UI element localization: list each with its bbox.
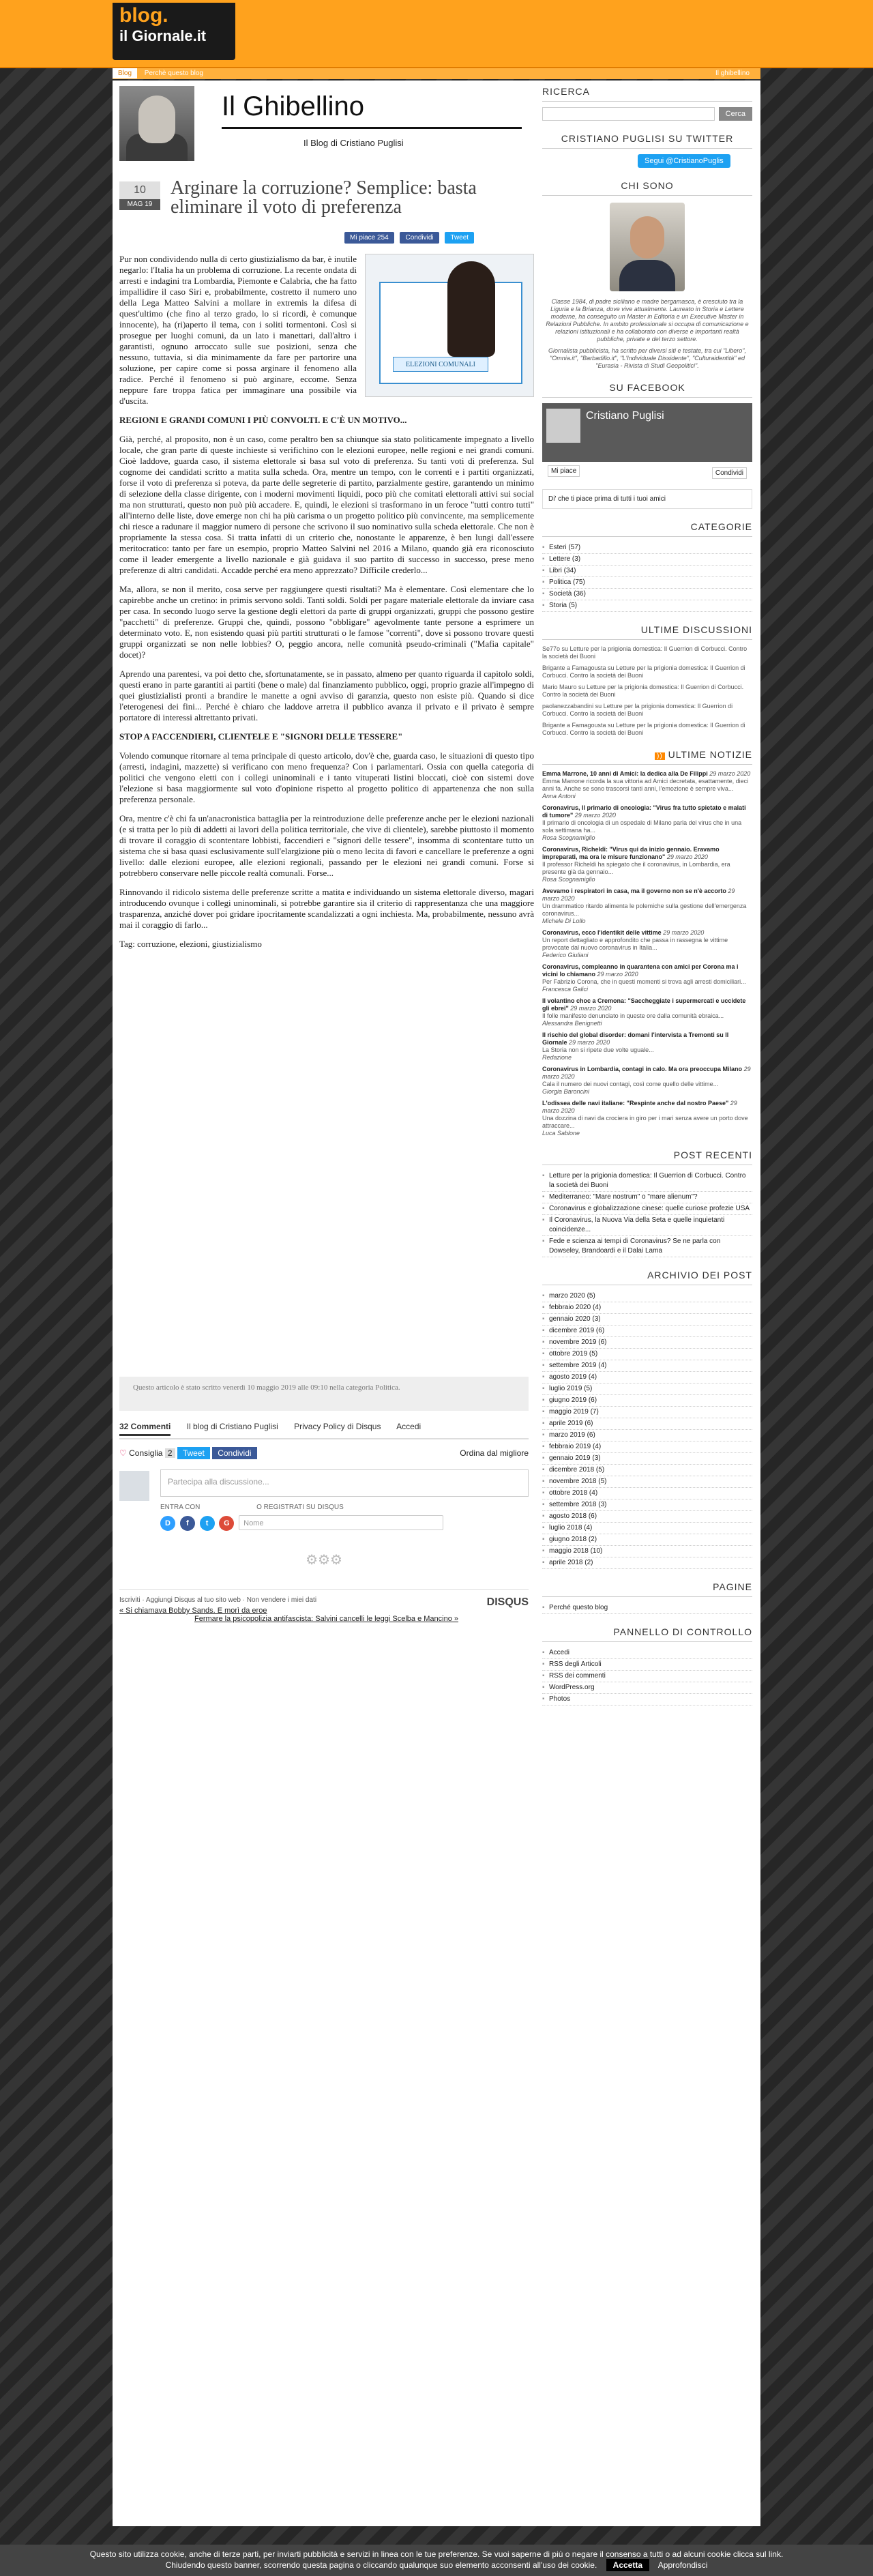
discussion-item[interactable]: Brigante a Famagousta su Letture per la prigionia domestica: Il Guerrion di Corbucci. Contro la società dei Buoni <box>542 722 745 736</box>
discussions-widget <box>542 624 752 737</box>
facebook-title: SU FACEBOOK <box>542 382 752 398</box>
subscribe-link[interactable]: Iscriviti <box>119 1596 140 1604</box>
archive-item[interactable]: ▪ luglio 2018 (4) <box>542 1523 752 1534</box>
category-item[interactable]: ▪ Storia (5) <box>542 600 752 612</box>
cookie-more-link[interactable]: Approfondisci <box>657 2560 708 2570</box>
sidebar <box>542 86 752 1718</box>
nav-right[interactable]: Il ghibellino <box>715 70 750 77</box>
archive-item[interactable]: ▪ ottobre 2019 (5) <box>542 1349 752 1360</box>
news-item[interactable]: Coronavirus, Richeldi: "Virus qui da inizio gennaio. Eravamo impreparati, ma ora le misure funzionano" 29 marzo 2020 Il professor Richeldi ha spiegato che il coronavirus, in Lombardia, era presente già da gennaio... Rosa Scognamiglio <box>542 846 730 883</box>
nav-why[interactable]: Perchè questo blog <box>144 70 203 77</box>
sort-dropdown[interactable]: Ordina dal migliore <box>460 1448 529 1458</box>
login-providers <box>160 1515 529 1531</box>
recent-title: POST RECENTI <box>542 1150 752 1165</box>
heart-icon[interactable]: ♡ <box>119 1448 127 1458</box>
discussion-item[interactable]: Mario Mauro su Letture per la prigionia domestica: Il Guerrion di Corbucci. Contro la società dei Buoni <box>542 684 744 698</box>
post-title[interactable]: Arginare la corruzione? Semplice: basta eliminare il voto di preferenza <box>171 177 477 218</box>
news-list <box>542 770 752 1137</box>
archive-item[interactable]: ▪ ottobre 2018 (4) <box>542 1488 752 1499</box>
control-item[interactable]: ▪ RSS dei commenti <box>542 1671 752 1682</box>
cookie-banner <box>0 2545 873 2576</box>
category-item[interactable]: ▪ Esteri (57) <box>542 542 752 554</box>
paragraph: Rinnovando il ridicolo sistema delle preferenze scritte a matita e individuando un sistema elettorale diverso, magari introducendo ovunque i collegi uninominali, si potrebbe garantire sia il criterio di rappresentanza che una maggiore trasparenza, anziché dover poi gridare ipocritamente scandalizzati a ogni inchiesta. Ma, probabilmente, nessuno avrà mai il coraggio di farlo... <box>119 887 534 930</box>
paragraph: Aprendo una parentesi, va poi detto che, sfortunatamente, se in passato, almeno per quanto riguarda il capitolo soldi, questi erano in parte garantiti ai partiti (bene o male) dal finanziamento pubblico, oggi, proprio grazie all'impegno di quei giustizialisti pronti a brandire le manette a ogni avviso di garanzia, questo non esiste più. Quando si dice l'eterogenesi dei fini... Perché è chiaro che laddove arretra il pubblico avanza il privato e il privato è sempre portatore di interessi altrettanto privati. <box>119 669 534 722</box>
logo-line1: blog. <box>119 4 168 27</box>
disqus-share[interactable]: Condividi <box>212 1447 256 1459</box>
archive-item[interactable]: ▪ settembre 2019 (4) <box>542 1360 752 1372</box>
tab-blog[interactable]: Il blog di Cristiano Puglisi <box>186 1422 278 1431</box>
news-item[interactable]: Emma Marrone, 10 anni di Amici: la dedica alla De Filippi 29 marzo 2020 Emma Marrone ricorda la sua vittoria ad Amici decretata, esattamente, dieci anni fa. Anche se sono trascorsi tanti anni, l'emozione è sempre viva... Anna Antoni <box>542 770 751 800</box>
next-post-link[interactable]: Fermare la psicopolizia antifascista: Salvini cancelli le leggi Scelba e Mancino » <box>194 1615 459 1623</box>
comment-input[interactable]: Partecipa alla discussione... <box>160 1469 529 1497</box>
cookie-text-2: Chiudendo questo banner, scorrendo questa pagina o cliccando qualunque suo elemento acconsenti all'uso dei cookie. <box>165 2560 597 2570</box>
archive-item[interactable]: ▪ giugno 2018 (2) <box>542 1534 752 1546</box>
fb-note: Di' che ti piace prima di tutti i tuoi amici <box>542 489 752 509</box>
cookie-accept-button[interactable]: Accetta <box>606 2559 649 2571</box>
post-image <box>365 254 534 397</box>
archive-item[interactable]: ▪ maggio 2019 (7) <box>542 1407 752 1418</box>
facebook-widget <box>542 382 752 509</box>
fb-like-button[interactable]: Mi piace 254 <box>344 232 394 244</box>
author-bio-2: Giornalista pubblicista, ha scritto per diversi siti e testate, tra cui "Libero", "Omnia.it", "Barbadillo.it", "L'Individuale Dissidente", "Culturaidentità" ed "Eurasia - Rivista di Studi Geopolitici". <box>548 347 747 369</box>
author-photo <box>610 203 685 291</box>
category-item[interactable]: ▪ Libri (34) <box>542 566 752 577</box>
page-container <box>113 80 760 2526</box>
facebook-page-box[interactable] <box>542 403 752 485</box>
blog-subtitle: Il Blog di Cristiano Puglisi <box>304 138 404 148</box>
category-item[interactable]: ▪ Lettere (3) <box>542 554 752 566</box>
news-widget <box>542 749 752 1137</box>
control-item[interactable]: ▪ Accedi <box>542 1648 752 1659</box>
recent-post-item[interactable]: ▪ Mediterraneo: "Mare nostrum" o "mare alienum"? <box>542 1192 752 1203</box>
archive-item[interactable]: ▪ marzo 2020 (5) <box>542 1291 752 1302</box>
archive-item[interactable]: ▪ novembre 2019 (6) <box>542 1337 752 1349</box>
paragraph: Volendo comunque ritornare al tema principale di questo articolo, dov'è che, guarda caso, le situazioni di questo tipo (arresti, indagini, mazzette) si verificano con meno frequenza? Con i parlamentari. Ossia con quella categoria di politici che vengono eletti con i collegi uninominali e i tanto vituperati listini bloccati, cioè con sistemi dove l'elezione si basa maggiormente sul voto d'opinione rispetto al progetto politico di appartenenza che non sulla preferenza personale. <box>119 750 534 804</box>
recommend-count: 2 <box>165 1448 175 1458</box>
news-item[interactable]: Avevamo i respiratori in casa, ma il governo non se n'è accorto 29 marzo 2020 Un drammatico ritardo alimenta le polemiche sulla gestione dell'emergenza coronavirus... Michele Di Lollo <box>542 888 747 924</box>
search-widget <box>542 86 752 121</box>
rss-icon[interactable]: )) <box>655 752 665 760</box>
search-title: RICERCA <box>542 86 752 102</box>
discussion-item[interactable]: Se77o su Letture per la prigionia domestica: Il Guerrion di Corbucci. Contro la società dei Buoni <box>542 645 748 660</box>
do-not-sell-link[interactable]: Non vendere i miei dati <box>246 1596 317 1604</box>
post-month: MAG 19 <box>119 199 160 210</box>
paragraph: Ora, mentre c'è chi fa un'anacronistica battaglia per la reintroduzione delle preferenze anche per le elezioni nazionali (e si tratta per lo più di addetti ai lavori della politica territoriale, che vive di clientele), sarebbe piuttosto il momento di trovare il coraggio di scontentare lobbisti, faccendieri e "signori delle tessere", insomma di scontentare tutto un sistema che si basa quasi esclusivamente sull'elargizione più o meno lecita di favori e cancellare le preferenze a ogni livello: dalle elezioni europee, alle elezioni regionali, passando per le elezioni nei grandi comuni. Forse si potrebbero conservare nelle piccole realtà comunali. Forse... <box>119 813 534 878</box>
pages-title: PAGINE <box>542 1581 752 1597</box>
post-tags[interactable]: Tag: corruzione, elezioni, giustizialismo <box>119 939 262 949</box>
disqus-tweet[interactable]: Tweet <box>177 1447 210 1459</box>
post-date <box>119 181 160 216</box>
archive-item[interactable]: ▪ dicembre 2019 (6) <box>542 1326 752 1337</box>
discussion-item[interactable]: Brigante a Famagousta su Letture per la prigionia domestica: Il Guerrion di Corbucci. Contro la società dei Buoni <box>542 664 745 679</box>
page-item[interactable]: ▪ Perché questo blog <box>542 1602 752 1614</box>
news-item[interactable]: Coronavirus, Il primario di oncologia: "Virus fra tutto spietato e malati di tumore" 29 marzo 2020 Il primario di oncologia di un ospedale di Milano parla del virus che in una sola settimana ha... Rosa Scognamiglio <box>542 804 746 841</box>
news-item[interactable]: Coronavirus, compleanno in quarantena con amici per Corona ma i vicini lo chiamano 29 marzo 2020 Per Fabrizio Corona, che in questi momenti si trova agli arresti domiciliari... Francesca Galici <box>542 963 746 993</box>
paragraph: Ma, allora, se non il merito, cosa serve per raggiungere questi risultati? Ma è elementare. Così elementare che lo capirebbe anche un cretino: in primis servono soldi. Tanti soldi. Soldi per pagare materiale elettorale da inviare casa per casa. In secondo luogo serve la gestione degli elettori da parte di gruppi organizzati, gruppi che possono gestire "pacchetti" di preferenze. Gruppi che, quindi, possono "obbligare" agevolmente tante persone a esprimere un determinato voto. E, non esistendo quasi più partiti strutturati o le famose "correnti", dove si possono trovare questi gruppi organizzati se non nelle lobbies? O, peggio ancora, nelle comunità pseudo-criminali ("Mafia capitale" docet)? <box>119 584 534 660</box>
search-button[interactable]: Cerca <box>719 107 752 121</box>
add-disqus-link[interactable]: Aggiungi Disqus al tuo sito web <box>145 1596 241 1604</box>
main-column <box>119 86 534 949</box>
category-item[interactable]: ▪ Società (36) <box>542 589 752 600</box>
disqus-logo[interactable]: DISQUS <box>486 1596 529 1608</box>
recent-list <box>542 1171 752 1257</box>
disqus-section <box>119 1422 529 1609</box>
recent-post-item[interactable]: ▪ Coronavirus e globalizzazione cinese: quelle curiose profezie USA <box>542 1203 752 1215</box>
name-field[interactable]: Nome <box>239 1515 443 1530</box>
login-row <box>160 1504 529 1531</box>
archive-item[interactable]: ▪ febbraio 2020 (4) <box>542 1302 752 1314</box>
discussion-item[interactable]: paolanezzabandini su Letture per la prigionia domestica: Il Guerrion di Corbucci. Contro la società dei Buoni <box>542 703 733 717</box>
archive-item[interactable]: ▪ febbraio 2019 (4) <box>542 1441 752 1453</box>
twitter-title: CRISTIANO PUGLISI SU TWITTER <box>542 133 752 149</box>
blog-avatar <box>119 86 194 161</box>
disqus-actions <box>119 1444 529 1463</box>
control-item[interactable]: ▪ Photos <box>542 1694 752 1706</box>
post-navigation <box>119 1607 458 1623</box>
news-item[interactable]: Coronavirus in Lombardia, contagi in calo. Ma ora preoccupa Milano 29 marzo 2020 Cala il numero dei nuovi contagi, così come quello delle vittime... Giorgia Baroncini <box>542 1066 751 1095</box>
title-divider <box>222 127 522 129</box>
photo-sign: ELEZIONI COMUNALI <box>393 357 488 372</box>
archive-item[interactable]: ▪ aprile 2019 (6) <box>542 1418 752 1430</box>
disqus-footer: Iscriviti · Aggiungi Disqus al tuo sito web · Non vendere i miei dati DISQUS <box>119 1589 529 1604</box>
recent-post-item[interactable]: ▪ Letture per la prigionia domestica: Il Guerrion di Corbucci. Contro la società dei Buoni <box>542 1171 752 1192</box>
discussions-title: ULTIME DISCUSSIONI <box>542 624 752 640</box>
pages-widget <box>542 1581 752 1614</box>
archive-item[interactable]: ▪ gennaio 2020 (3) <box>542 1314 752 1326</box>
news-item[interactable]: Il volantino choc a Cremona: "Saccheggiate i supermercati e uccidete gli ebrei" 29 marzo 2020 Il folle manifesto denunciato in queste ore dalla comunità ebraica... Alessandra Benignetti <box>542 997 746 1027</box>
about-title: CHI SONO <box>542 180 752 196</box>
user-avatar <box>119 1471 149 1501</box>
top-bar <box>0 0 873 68</box>
archive-item[interactable]: ▪ settembre 2018 (3) <box>542 1499 752 1511</box>
archive-item[interactable]: ▪ luglio 2019 (5) <box>542 1384 752 1395</box>
twitter-follow-button[interactable]: Segui @CristianoPuglis <box>638 154 730 168</box>
section-heading: STOP A FACCENDIERI, CLIENTELE E "SIGNORI DELLE TESSERE" <box>119 731 403 742</box>
twitter-login-icon[interactable]: t <box>200 1516 215 1531</box>
fb-share-button[interactable]: Condividi <box>400 232 439 244</box>
twitter-widget <box>542 133 752 168</box>
categories-list <box>542 542 752 612</box>
control-title: PANNELLO DI CONTROLLO <box>542 1626 752 1642</box>
recommend-button[interactable]: Consiglia <box>129 1448 163 1458</box>
site-logo[interactable] <box>113 3 235 60</box>
fb-page-name: Cristiano Puglisi <box>586 410 664 422</box>
archive-item[interactable]: ▪ aprile 2018 (2) <box>542 1557 752 1569</box>
paragraph: Pur non condividendo nulla di certo giustizialismo da bar, è inutile negarlo: l'Italia ha un problema di corruzione. La recente ondata di arresti e indagini tra Lombardia, Piemonte e Calabria, che ha fatto impallidire il caso Siri e, probabilmente, costretto il numero uno della Lega Matteo Salvini a mollare in extremis la difesa di quest'ultimo (che fino al terzo grado, lo si ricordi, è comunque innocente), ha (ri)aperto il tema, con i soliti tormentoni. Così si prosegue per luoghi comuni, da un lato i manettari, dall'altro i garantisti, ognuno arroccato sulle sue posizioni, senza che nessuno, tuttavia, si dia minimamente da fare per partorire una soluzione, per capire come si possa arginare il fenomeno alla radice. Perché il fenomeno si può arginare, eccome. Senza neppure fare troppa fatica per immaginare una possibile via d'uscita. <box>119 254 357 406</box>
loading-gears-icon: ⚙⚙⚙ <box>306 1553 342 1568</box>
google-login-icon[interactable]: G <box>219 1516 234 1531</box>
facebook-login-icon[interactable]: f <box>180 1516 195 1531</box>
archive-item[interactable]: ▪ novembre 2018 (5) <box>542 1476 752 1488</box>
about-widget <box>542 180 752 370</box>
nav-blog[interactable]: Blog <box>113 68 137 78</box>
archive-list <box>542 1291 752 1569</box>
archive-item[interactable]: ▪ giugno 2019 (6) <box>542 1395 752 1407</box>
news-title: )) ULTIME NOTIZIE <box>542 749 752 765</box>
tab-comments[interactable]: 32 Commenti <box>119 1422 171 1436</box>
register-label: O REGISTRATI SU DISQUS <box>256 1504 344 1511</box>
categories-title: CATEGORIE <box>542 521 752 537</box>
recent-post-item[interactable]: ▪ Il Coronavirus, la Nuova Via della Seta e quelle inquietanti coincidenze... <box>542 1215 752 1236</box>
paragraph: Già, perché, al proposito, non è un caso, come peraltro ben sa chiunque sia stato politicamente impegnato a livello locale, che gran parte di queste inchieste si verifichino con le elezioni europee, nelle regioni e nei grandi comuni. Cioè laddove, guarda caso, il sistema elettorale si basa sul voto di preferenza. Su tanti voti di preferenza. Sul cognome dei candidati scritto a matita sulla scheda. Ora, mentre un tempo, con le correnti e i partiti organizzati, forse il voto di preferenza si poteva, da parte delle segreterie di partito, parzialmente gestire, garantendo un minimo di selezione della classe dirigente, con i moderni movimenti liquidi, poco più che comitati elettorali attivi sui social ma non strutturati, questo non può più accadere. E, quindi, le elezioni si trasformano in un feroce "tutti contro tutti" all'interno delle liste, dove emerge non chi ha più carisma o un progetto politico più convincente, ma semplicemente chi riesce a radunare il maggior numero di persone che scrivono il suo nominativo sulla scheda elettorale. Che non è propriamente la stessa cosa. Si tratta infatti di un criterio che, nonostante le apparenze, è ben lungi dall'essere meritocratico: tanto per fare un esempio, proprio Matteo Salvini nel 2016 a Milano, quando già era riconosciuto come il leader emergente a livello nazionale e già guidava il suo partito di successo in successo, prese meno preferenze di altri candidati. Accadde perché era meno apprezzato? Difficile crederlo... <box>119 434 534 575</box>
login-with-label: ENTRA CON <box>160 1504 201 1511</box>
archive-item[interactable]: ▪ gennaio 2019 (3) <box>542 1453 752 1465</box>
category-item[interactable]: ▪ Politica (75) <box>542 577 752 589</box>
post-info-box: Questo articolo è stato scritto venerdì 10 maggio 2019 alle 09:10 nella categoria Politica. <box>119 1377 529 1411</box>
author-bio: Classe 1984, di padre siciliano e madre bergamasca, è cresciuto tra la Liguria e la Brianza, dove vive attualmente. Laureato in Storia e Lettere moderne, ha conseguito un Master in Editoria e un Executive Master in Relazioni Pubbliche. In ambito professionale si occupa di comunicazione e relazioni istituzionali e ha collaborato con diverse e importanti realtà pubbliche, private e del terzo settore. <box>546 298 749 342</box>
archive-item[interactable]: ▪ agosto 2018 (6) <box>542 1511 752 1523</box>
control-item[interactable]: ▪ WordPress.org <box>542 1682 752 1694</box>
fb-page-share[interactable]: Condividi <box>712 467 747 479</box>
tab-privacy[interactable]: Privacy Policy di Disqus <box>294 1422 381 1431</box>
recent-post-item[interactable]: ▪ Fede e scienza ai tempi di Coronavirus? Se ne parla con Dowseley, Brandoardi e il Dalai Lama <box>542 1236 752 1257</box>
disqus-login-icon[interactable]: D <box>160 1516 175 1531</box>
archive-item[interactable]: ▪ marzo 2019 (6) <box>542 1430 752 1441</box>
categories-widget <box>542 521 752 612</box>
social-buttons <box>344 232 478 244</box>
news-item[interactable]: Coronavirus, ecco l'identikit delle vittime 29 marzo 2020 Un report dettagliato e approfondito che passa in rassegna le vittime provocate dal nuovo coronavirus in Italia... Federico Giuliani <box>542 929 728 958</box>
search-input[interactable] <box>542 107 715 121</box>
control-item[interactable]: ▪ RSS degli Articoli <box>542 1659 752 1671</box>
archive-item[interactable]: ▪ maggio 2018 (10) <box>542 1546 752 1557</box>
tab-login[interactable]: Accedi <box>396 1422 421 1431</box>
blog-header <box>119 86 534 175</box>
news-item[interactable]: L'odissea delle navi italiane: "Respinte anche dal nostro Paese" 29 marzo 2020 Una dozzina di navi da crociera in giro per i mari senza avere un porto dove attraccare... Luca Sablone <box>542 1100 748 1137</box>
prev-post-link[interactable]: « Si chiamava Bobby Sands. E morì da eroe <box>119 1607 267 1615</box>
sub-navigation <box>113 68 760 79</box>
logo-line2: il Giornale.it <box>119 27 207 44</box>
post-content <box>119 254 534 950</box>
fb-page-like[interactable]: Mi piace <box>548 465 580 477</box>
fb-page-avatar <box>546 409 580 443</box>
section-heading: REGIONI E GRANDI COMUNI I PIÙ CONVOLTI. E C'È UN MOTIVO... <box>119 415 407 425</box>
archive-item[interactable]: ▪ agosto 2019 (4) <box>542 1372 752 1384</box>
recent-posts-widget <box>542 1150 752 1257</box>
blog-title[interactable]: Il Ghibellino <box>222 91 365 121</box>
post-day: 10 <box>119 181 160 199</box>
archive-item[interactable]: ▪ dicembre 2018 (5) <box>542 1465 752 1476</box>
tweet-button[interactable]: Tweet <box>445 232 474 244</box>
cookie-text: Questo sito utilizza cookie, anche di terze parti, per inviarti pubblicità e servizi in linea con le tue preferenze. Se vuoi saperne di più o negare il consenso a tutti o ad alcuni cookie clicca sul link. <box>89 2549 784 2559</box>
news-item[interactable]: Il rischio del global disorder: domani l'intervista a Tremonti su Il Giornale 29 marzo 2020 La Storia non si ripete due volte uguale... Redazione <box>542 1031 729 1061</box>
archive-widget <box>542 1270 752 1569</box>
disqus-tabs <box>119 1422 529 1439</box>
archive-title: ARCHIVIO DEI POST <box>542 1270 752 1285</box>
control-widget <box>542 1626 752 1706</box>
